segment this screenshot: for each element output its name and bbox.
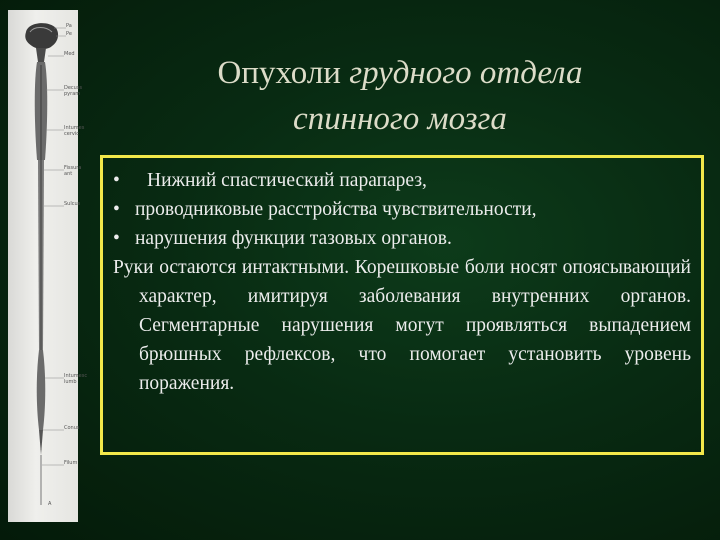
figure-label: ant xyxy=(64,171,73,177)
content-box xyxy=(100,155,704,455)
spinal-cord-figure xyxy=(8,10,88,522)
list-item xyxy=(113,195,691,224)
list-item xyxy=(113,166,691,195)
figure-label: Intumes xyxy=(64,125,85,131)
figure-label: cervic xyxy=(64,131,79,137)
title-part-italic: грудного отдела xyxy=(349,55,583,91)
figure-label: Pe xyxy=(66,31,72,37)
bullet-icon: • xyxy=(113,199,120,220)
figure-label: lumb xyxy=(64,379,77,385)
slide-title xyxy=(110,50,690,142)
body-paragraph: Руки остаются интактными. Корешковые боли носят опоясывающий характер, имитируя заболевания внутренних органов. Сегментарные нарушения могут проявляться выпадением брюшных рефлексов, что помогает установить уровень поражения. xyxy=(113,257,691,394)
title-part-normal: Опухоли xyxy=(217,55,341,91)
bullet-icon: • xyxy=(113,170,120,191)
figure-label: Intumesc xyxy=(64,373,88,379)
bullet-text: нарушения функции тазовых органов. xyxy=(135,228,452,249)
title-line-2: спинного мозга xyxy=(293,101,507,137)
figure-label: Conus xyxy=(64,425,80,431)
bullet-icon: • xyxy=(113,228,120,249)
figure-label: Pa xyxy=(66,23,72,29)
bullet-text: Нижний спастический парапарез, xyxy=(147,170,427,191)
list-item xyxy=(113,224,691,253)
figure-label: Sulcus xyxy=(64,201,81,207)
figure-label: A xyxy=(48,501,52,507)
figure-label: Med xyxy=(64,51,75,57)
figure-label: Decuss xyxy=(64,85,83,91)
figure-label: Filum xyxy=(64,460,78,466)
figure-label: Fissura xyxy=(64,165,82,171)
bullet-text: проводниковые расстройства чувствительности, xyxy=(135,199,537,220)
bullet-list xyxy=(113,166,691,253)
figure-label: pyram xyxy=(64,91,81,97)
